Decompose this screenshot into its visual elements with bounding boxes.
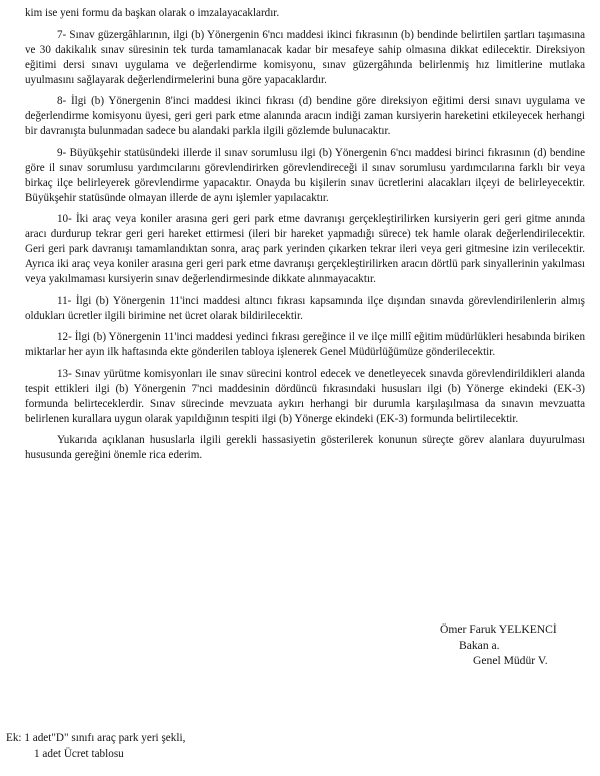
- paragraph-item-13: 13- Sınav yürütme komisyonları ile sınav sürecini kontrol edecek ve denetleyecek sınavda görevlendirildikleri alanda tespit ettikleri ilgi (b) Yönergenin 7'nci maddesinin dördüncü fıkrasındaki hususları ilgi (b) Yönerge ekindeki (EK-3) formunda belirteceklerdir. Sınav sürecinde mevzuata aykırı herhangi bir durumla karşılaşılmasa da sınavın mevzuatta belirlenen kurallara uygun olarak yapıldığının tespiti ilgi (b) Yönerge ekindeki (EK-3) formunda belirtilecektir.: [25, 367, 585, 425]
- signatory-name: Ömer Faruk YELKENCİ: [440, 623, 557, 636]
- letter-body: [25, 6, 585, 470]
- paragraph-continuation: kim ise yeni formu da başkan olarak o imzalayacaklardır.: [25, 7, 280, 19]
- signature-block: [440, 622, 557, 669]
- paragraph-item-12: 12- İlgi (b) Yönergenin 11'inci maddesi yedinci fıkrası gereğince il ve ilçe millî eğitim müdürlükleri hesabında biriken miktarlar her ayın ilk haftasında ekte gönderilen tabloya işlenerek Genel Müdürlüğümüze gönderilecektir.: [25, 331, 585, 358]
- paragraph-item-9: 9- Büyükşehir statüsündeki illerde il sınav sorumlusu ilgi (b) Yönergenin 6'ncı maddesi birinci fıkrasının (d) bendine göre il sınav sorumlusu yardımcılarını görevlendirirken görevlendireceği il sınav sorumlusu yardımcılarına farklı bir veya birkaç ilçe belirleyerek görevlendirme yapacaktır. Onayda bu kişilerin sınav ücretlerini alacakları ilçeyi de belirleyecektir. Büyükşehir statüsünde olmayan illerde de aynı işlemler yapılacaktır.: [25, 146, 585, 204]
- paragraph-item-11: 11- İlgi (b) Yönergenin 11'inci maddesi altıncı fıkrası kapsamında ilçe dışından sınavda görevlendirilenlerin almış oldukları ücretler ilgili birimine net ücret olarak bildirilecektir.: [25, 294, 585, 322]
- paragraph-item-7: 7- Sınav güzergâhlarının, ilgi (b) Yönergenin 6'ncı maddesi ikinci fıkrasının (b) bendinde belirtilen şartları taşımasına ve 30 dakikalık sınav süresinin tek turda tamamlanacak kadar bir mesafeye sahip olmasına dikkat edilecektir. Direksiyon eğitimi dersi sınavı uygulama ve değerlendirme komisyonu, sınav güzergâhında belirlenmiş hız limitlerine mutlaka uyulmasını sağlayarak değerlendirmelerini buna göre yapacaklardır.: [25, 28, 585, 86]
- enclosure-item: 1 adet Ücret tablosu: [34, 747, 124, 760]
- paragraph-item-8: 8- İlgi (b) Yönergenin 8'inci maddesi ikinci fıkrası (d) bendine göre direksiyon eğitimi dersi sınavı uygulama ve değerlendirme komisyonu üyesi, geri geri park etme alanında aracın indiği zaman kursiyerin hareketini etkileyecek herhangi bir davranışta bulunmadan sadece bu alandaki parkla ilgili gözlemde bulunacaktır.: [25, 95, 585, 137]
- signatory-role: Genel Müdür V.: [473, 654, 548, 667]
- signatory-title: Bakan a.: [459, 638, 500, 652]
- paragraph-item-10: 10- İki araç veya koniler arasına geri geri park etme davranışı gerçekleştirilirken kursiyerin geri geri gitme anında aracı durdurup tekrar geri geri hareket ettirmesi (ileri bir hareket yapmadığı sürece) tek hamle olarak değerlendirilecektir. Geri geri park davranışı tamamlandıktan sonra, araç park yerinden çıkarken tekrar ileri veya geri gitmesine izin verilecektir. Ayrıca iki araç veya koniler arasına geri geri park etme davranışı gerçekleştirilirken aracın dörtlü park sinyallerinin yakılması veya yakılmaması kursiyerin sınav değerlendirmesinde dikkate alınmayacaktır.: [25, 213, 585, 285]
- enclosure-item: Ek: 1 adet"D" sınıfı araç park yeri şekli,: [6, 732, 186, 744]
- enclosures-list: [6, 731, 185, 762]
- paragraph-closing: Yukarıda açıklanan hususlarla ilgili gerekli hassasiyetin gösterilerek konunun süreçte görev alanlara duyurulması hususunda gereğini önemle rica ederim.: [25, 434, 585, 461]
